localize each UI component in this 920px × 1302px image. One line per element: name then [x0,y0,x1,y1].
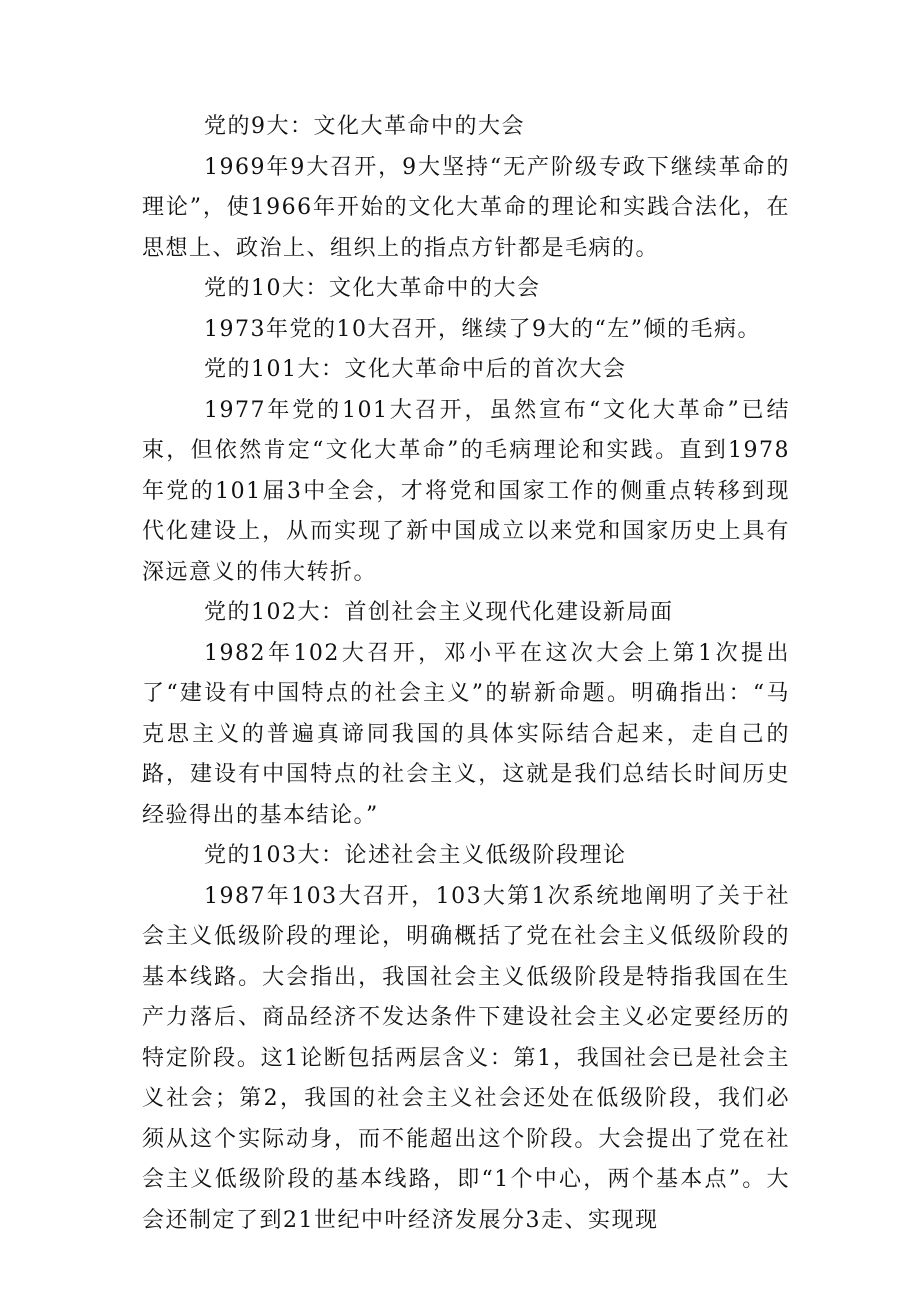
paragraph-10th-congress: 1973年党的10大召开，继续了9大的“左”倾的毛病。 [204,316,761,342]
heading-9th-congress: 党的9大：文化大革命中的大会 [204,114,525,139]
paragraph-101st-congress: 1977年党的101大召开，虽然宣布“文化大革命”已结束，但依然肯定“文化大革命”的毛病理论和实践。直到1978年党的101届3中全会，才将党和国家工作的侧重点转移到现代化建设上，从而实现了新中国成立以来党和国家历史上具有深远意义的伟大转折。 [142,397,790,585]
heading-102nd-congress: 党的102大：首创社会主义现代化建设新局面 [204,600,674,625]
paragraph-103rd-congress: 1987年103大召开，103大第1次系统地阐明了关于社会主义低级阶段的理论，明确概括了党在社会主义低级阶段的基本线路。大会指出，我国社会主义低级阶段是特指我国在生产力落后、商品经济不发达条件下建设社会主义必定要经历的特定阶段。这1论断包括两层含义：第1，我国社会已是社会主义社会；第2，我国的社会主义社会还处在低级阶段，我们必须从这个实际动身，而不能超出这个阶段。大会提出了党在社会主义低级阶段的基本线路，即“1个中心，两个基本点”。大会还制定了到21世纪中叶经济发展分3走、实现现 [142,883,790,1233]
document-body [142,107,790,1241]
heading-10th-congress: 党的10大：文化大革命中的大会 [204,276,541,301]
paragraph-9th-congress: 1969年9大召开，9大坚持“无产阶级专政下继续革命的理论”，使1966年开始的文化大革命的理论和实践合法化，在思想上、政治上、组织上的指点方针都是毛病的。 [142,154,790,261]
heading-101st-congress: 党的101大：文化大革命中后的首次大会 [204,357,627,382]
paragraph-102nd-congress: 1982年102大召开，邓小平在这次大会上第1次提出了“建设有中国特点的社会主义”的崭新命题。明确指出：“马克思主义的普遍真谛同我国的具体实际结合起来，走自己的路，建设有中国特点的社会主义，这就是我们总结长时间历史经验得出的基本结论。” [142,640,790,828]
heading-103rd-congress: 党的103大：论述社会主义低级阶段理论 [204,843,627,868]
